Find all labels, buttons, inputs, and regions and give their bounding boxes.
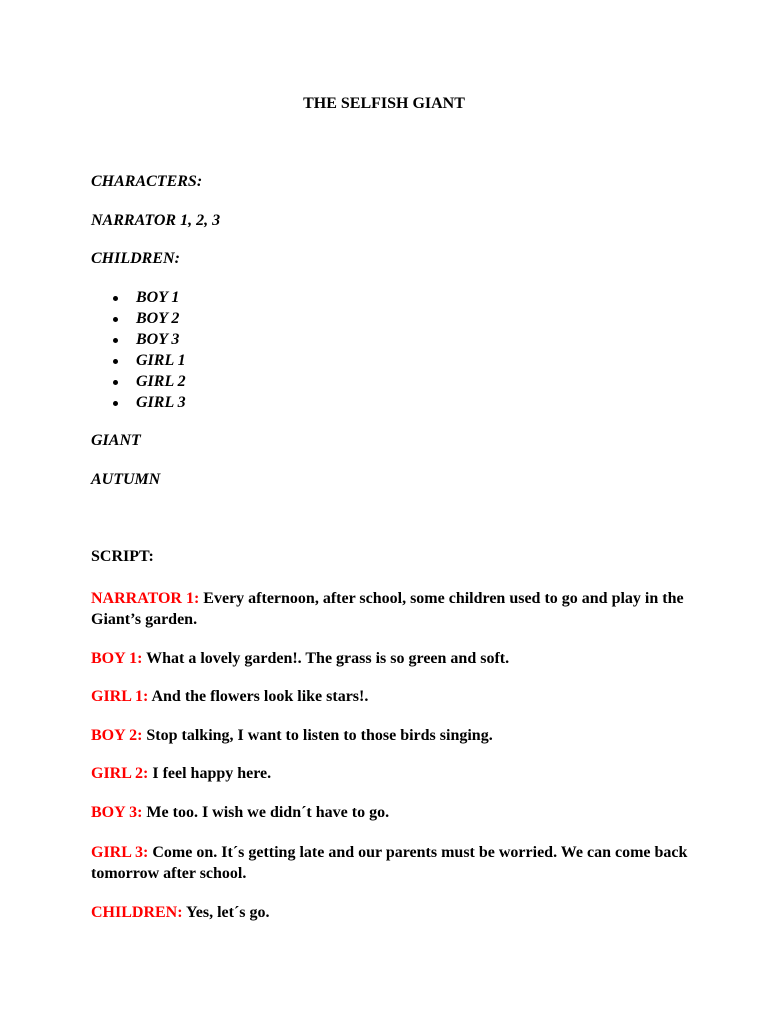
dialogue-text: Stop talking, I want to listen to those birds singing. [142, 727, 493, 744]
bullet-icon [113, 338, 118, 343]
dialogue-text: And the flowers look like stars!. [148, 688, 369, 705]
children-list [113, 288, 186, 414]
list-item [113, 393, 186, 414]
list-item [113, 372, 186, 393]
child-name: BOY 2 [136, 310, 180, 327]
dialogue-text: Me too. I wish we didn´t have to go. [142, 804, 390, 821]
script-heading: SCRIPT: [91, 548, 154, 565]
dialogue-line [91, 902, 691, 923]
speaker-label: CHILDREN: [91, 904, 183, 921]
child-name: GIRL 2 [136, 373, 186, 390]
bullet-icon [113, 380, 118, 385]
bullet-icon [113, 296, 118, 301]
bullet-icon [113, 317, 118, 322]
bullet-icon [113, 359, 118, 364]
child-name: BOY 3 [136, 331, 180, 348]
dialogue-text: Yes, let´s go. [182, 904, 270, 921]
list-item [113, 288, 186, 309]
speaker-label: GIRL 1: [91, 688, 149, 705]
child-name: GIRL 1 [136, 352, 186, 369]
speaker-label: NARRATOR 1: [91, 590, 200, 607]
list-item [113, 351, 186, 372]
autumn-entry: AUTUMN [91, 471, 161, 488]
speaker-label: GIRL 2: [91, 765, 149, 782]
speaker-label: BOY 2: [91, 727, 143, 744]
children-heading: CHILDREN: [91, 250, 180, 267]
dialogue-text: Every afternoon, after school, some children used to go and play in the Giant’s garden. [91, 590, 684, 628]
dialogue-text: What a lovely garden!. The grass is so green and soft. [142, 650, 510, 667]
characters-heading: CHARACTERS: [91, 173, 203, 190]
speaker-label: BOY 3: [91, 804, 143, 821]
dialogue-line [91, 588, 691, 630]
speaker-label: BOY 1: [91, 650, 143, 667]
dialogue-line [91, 763, 691, 784]
child-name: GIRL 3 [136, 394, 186, 411]
page-title: THE SELFISH GIANT [303, 95, 465, 112]
dialogue-line [91, 648, 691, 669]
dialogue-line [91, 842, 691, 884]
list-item [113, 309, 186, 330]
bullet-icon [113, 401, 118, 406]
child-name: BOY 1 [136, 289, 180, 306]
dialogue-text: Come on. It´s getting late and our parents must be worried. We can come back tomorrow after school. [91, 844, 688, 882]
list-item [113, 330, 186, 351]
giant-entry: GIANT [91, 432, 141, 449]
dialogue-text: I feel happy here. [148, 765, 272, 782]
dialogue-line [91, 725, 691, 746]
narrators-entry: NARRATOR 1, 2, 3 [91, 212, 221, 229]
dialogue-line [91, 802, 691, 823]
speaker-label: GIRL 3: [91, 844, 149, 861]
dialogue-line [91, 686, 691, 707]
